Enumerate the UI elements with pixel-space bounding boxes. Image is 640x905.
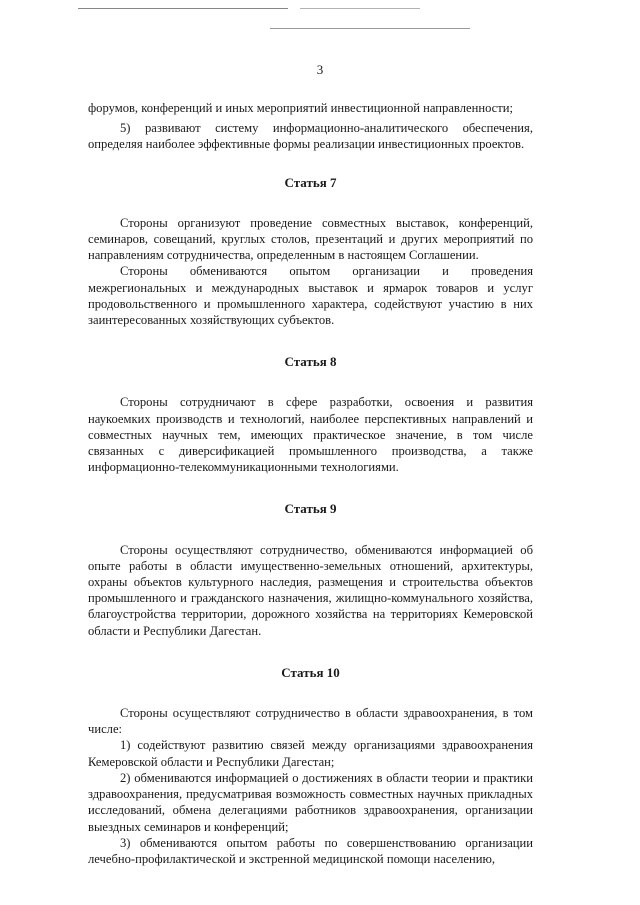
intro-paragraph-2: 5) развивают систему информационно-аналитического обеспечения, определяя наиболее эффективные формы реализации инвестиционных проектов. [88, 121, 533, 152]
article-7-heading: Статья 7 [284, 174, 337, 190]
article-9-paragraph-1: Стороны осуществляют сотрудничество, обмениваются информацией об опыте работы в области имущественно-земельных отношений, архитектуры, охраны объектов культурного наследия, размещения и строительства объектов промышленного и гражданского назначения, жилищно-коммунального хозяйства, благоустройства территории, дорожного хозяйства на территориях Кемеровской области и Республики Дагестан. [88, 542, 533, 638]
article-10-heading: Статья 10 [281, 664, 340, 680]
scan-line-top-right [270, 28, 470, 29]
article-10-paragraph-2: 1) содействуют развитию связей между организациями здравоохранения Кемеровской области и Республики Дагестан; [88, 738, 533, 769]
article-7-paragraph-1: Стороны организуют проведение совместных выставок, конференций, семинаров, совещаний, круглых столов, презентаций и других мероприятий по направлениям сотрудничества, определенным в настоящем Соглашении. [88, 215, 533, 263]
scan-line-top-mid [300, 8, 420, 9]
article-10-paragraph-4: 3) обмениваются опытом работы по совершенствованию организации лечебно-профилактической и экстренной медицинской помощи населению, [88, 835, 533, 866]
document-body [88, 100, 533, 867]
scan-line-top-left [78, 8, 288, 9]
article-8-heading: Статья 8 [284, 354, 337, 370]
article-10-paragraph-3: 2) обмениваются информацией о достижениях в области теории и практики здравоохранения, предусматривая возможность совместных научных прикладных исследований, обмена делегациями работников здравоохранения, организации выездных семинаров и конференций; [88, 770, 533, 834]
article-7-paragraph-2: Стороны обмениваются опытом организации и проведения межрегиональных и международных выставок и ярмарок товаров и услуг продовольственного и промышленного характера, содействуют участию в них заинтересованных хозяйствующих субъектов. [88, 264, 533, 328]
intro-paragraph-1: форумов, конференций и иных мероприятий инвестиционной направленности; [88, 101, 514, 115]
article-9-heading: Статья 9 [284, 501, 337, 517]
article-8-paragraph-1: Стороны сотрудничают в сфере разработки, освоения и развития наукоемких производств и технологий, наиболее перспективных направлений и совместных научных тем, имеющих практическое значение, в том числе связанных с диверсификацией промышленного производства, а также информационно-телекоммуникационными технологиями. [88, 395, 533, 475]
article-10-paragraph-1: Стороны осуществляют сотрудничество в области здравоохранения, в том числе: [88, 706, 533, 737]
page-number: 3 [316, 62, 324, 77]
